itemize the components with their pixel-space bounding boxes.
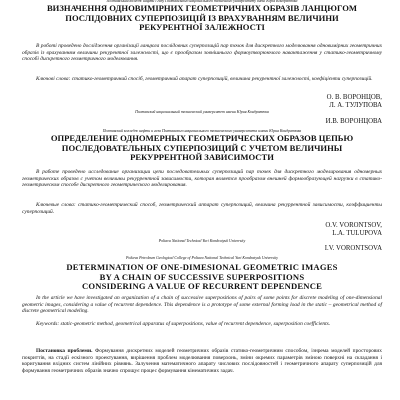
en-title-line: DETERMINATION OF ONE-DIMESIONAL GEOMETRIC IMAGES bbox=[66, 262, 338, 272]
ua-title-line: ПОСЛІДОВНИХ СУПЕРПОЗИЦІЙ ІЗ ВРАХУВАННЯМ ВЕЛИЧИНИ bbox=[65, 12, 339, 23]
body-text: Формування дискретних моделей геометричних образів статико-геометричним способом, ізнрема моделей просторових покриттів, на стадії ескізного проектування, вирішення проблем моделювання поверхонь, зміни окремих параметрів зміною поверхні на складання і коригування вхідних систем лінійних рівнянь. Залучення математичного апарату числових послідовностей і геометричного апарату суперпозицій для формування геометричних образів значно спрощує процес формування кінематичних задач. bbox=[22, 348, 382, 374]
ru-title-line: РЕКУРРЕНТНОЙ ЗАВИСИМОСТИ bbox=[130, 152, 274, 163]
en-keywords: Keywords: static-geometric method, geometrical apparatus of superpositions, value of recurrent dependence, superposition coefficients. bbox=[36, 321, 331, 327]
section-lead: Постановка проблеми. bbox=[36, 348, 93, 354]
author-name: О. В. ВОРОНЦОВ, bbox=[326, 94, 382, 101]
en-title-line: BY A CHAIN OF SUCCESSIVE SUPERPOSITIONS bbox=[99, 271, 305, 282]
ua-abstract: В роботі проведено дослідження організації ланцюга послідовних суперпозицій пар точок для дискретного моделювання одновимірних геометричних образів із врахуванням величини рекурентної залежності, що є прообразом зовнішнього формоутворюючого навантаження у статико-геометричному способі дискретного геометричного моделювання. bbox=[22, 43, 382, 62]
author-name: Л. А. ТУЛУПОВА bbox=[329, 102, 382, 110]
ru-affiliation-1: Полтавский национальный технический университет имени Юрия Кондратюка bbox=[135, 110, 269, 114]
ua-title-line: РЕКУРЕНТНОЇ ЗАЛЕЖНОСТІ bbox=[139, 22, 265, 33]
ru-author-3: И.В. ВОРОНЦОВА bbox=[325, 118, 382, 125]
en-author-3: I.V. VORONTSOVA bbox=[324, 245, 382, 252]
en-title-line: CONSIDERING A VALUE OF RECURRENT DEPENDENCE bbox=[81, 281, 323, 292]
ua-title-line: ВИЗНАЧЕННЯ ОДНОВИМІРНИХ ГЕОМЕТРИЧНИХ ОБРАЗІВ ЛАНЦЮГОМ bbox=[46, 3, 358, 13]
en-authors bbox=[22, 222, 382, 238]
body-paragraph bbox=[22, 348, 382, 374]
ua-title bbox=[22, 4, 382, 33]
en-affiliation-1: Poltava National Technical Yuri Kondratyuk University bbox=[158, 239, 246, 243]
ua-affiliation: Полтавський коледж нафти і газу Полтавського національного технічного університету імені Юрія Кондратюка bbox=[106, 0, 298, 3]
ru-affiliation-2: Полтавский колледж нефти и газа Полтавского национального технического университета имени Юрия Кондратюка bbox=[102, 129, 302, 133]
ru-keywords: Ключевые слова: статико-геометрический способ, геометрический аппарат суперпозиций, величина рекуррентной зависимости, коэффициенты суперпозиций. bbox=[22, 202, 382, 215]
ru-abstract: В работе проведено исследование организации цепи последовательных суперпозиций пар точек для дискретного моделирования одномерных геометрических образов с учетом величины рекуррентной зависимости, которая является прообразом внешней формообразующей нагрузки в статико-геометрическом способе дискретного геометрического моделирования. bbox=[22, 169, 382, 188]
ru-title-line: ПОСЛЕДОВАТЕЛЬНЫХ СУПЕРПОЗИЦИЙ С УЧЕТОМ ВЕЛИЧИНЫ bbox=[61, 142, 343, 153]
author-name: O.V. VORONTSOV, bbox=[325, 222, 382, 229]
ua-keywords: Ключові слова: статико-геометричний спосіб, геометричний апарат суперпозицій, величина рекурентної залежності, коефіцієнти суперпозицій. bbox=[36, 76, 373, 82]
ru-authors bbox=[22, 94, 382, 110]
en-title bbox=[22, 263, 382, 292]
ru-title bbox=[22, 134, 382, 163]
ru-title-line: ОПРЕДЕЛЕНИЕ ОДНОМЕРНЫХ ГЕОМЕТРИЧЕСКИХ ОБРАЗОВ ЦЕПЬЮ bbox=[50, 133, 354, 143]
en-affiliation-2: Poltava Petroleum Geological College of Poltava National Technical Yuri Kondratyuk University bbox=[126, 256, 278, 260]
author-name: L.A. TULUPOVA bbox=[332, 230, 382, 238]
en-abstract: In the article we have investigated an organization of a chain of successive superpositions of pairs of some points for discrete modeling of one-dimensional geometric images, considering a value of recurrent dependence. This dependence is a prototype of some external forming load in the static – geometrical method of discrete geometrical modeling. bbox=[22, 295, 382, 314]
